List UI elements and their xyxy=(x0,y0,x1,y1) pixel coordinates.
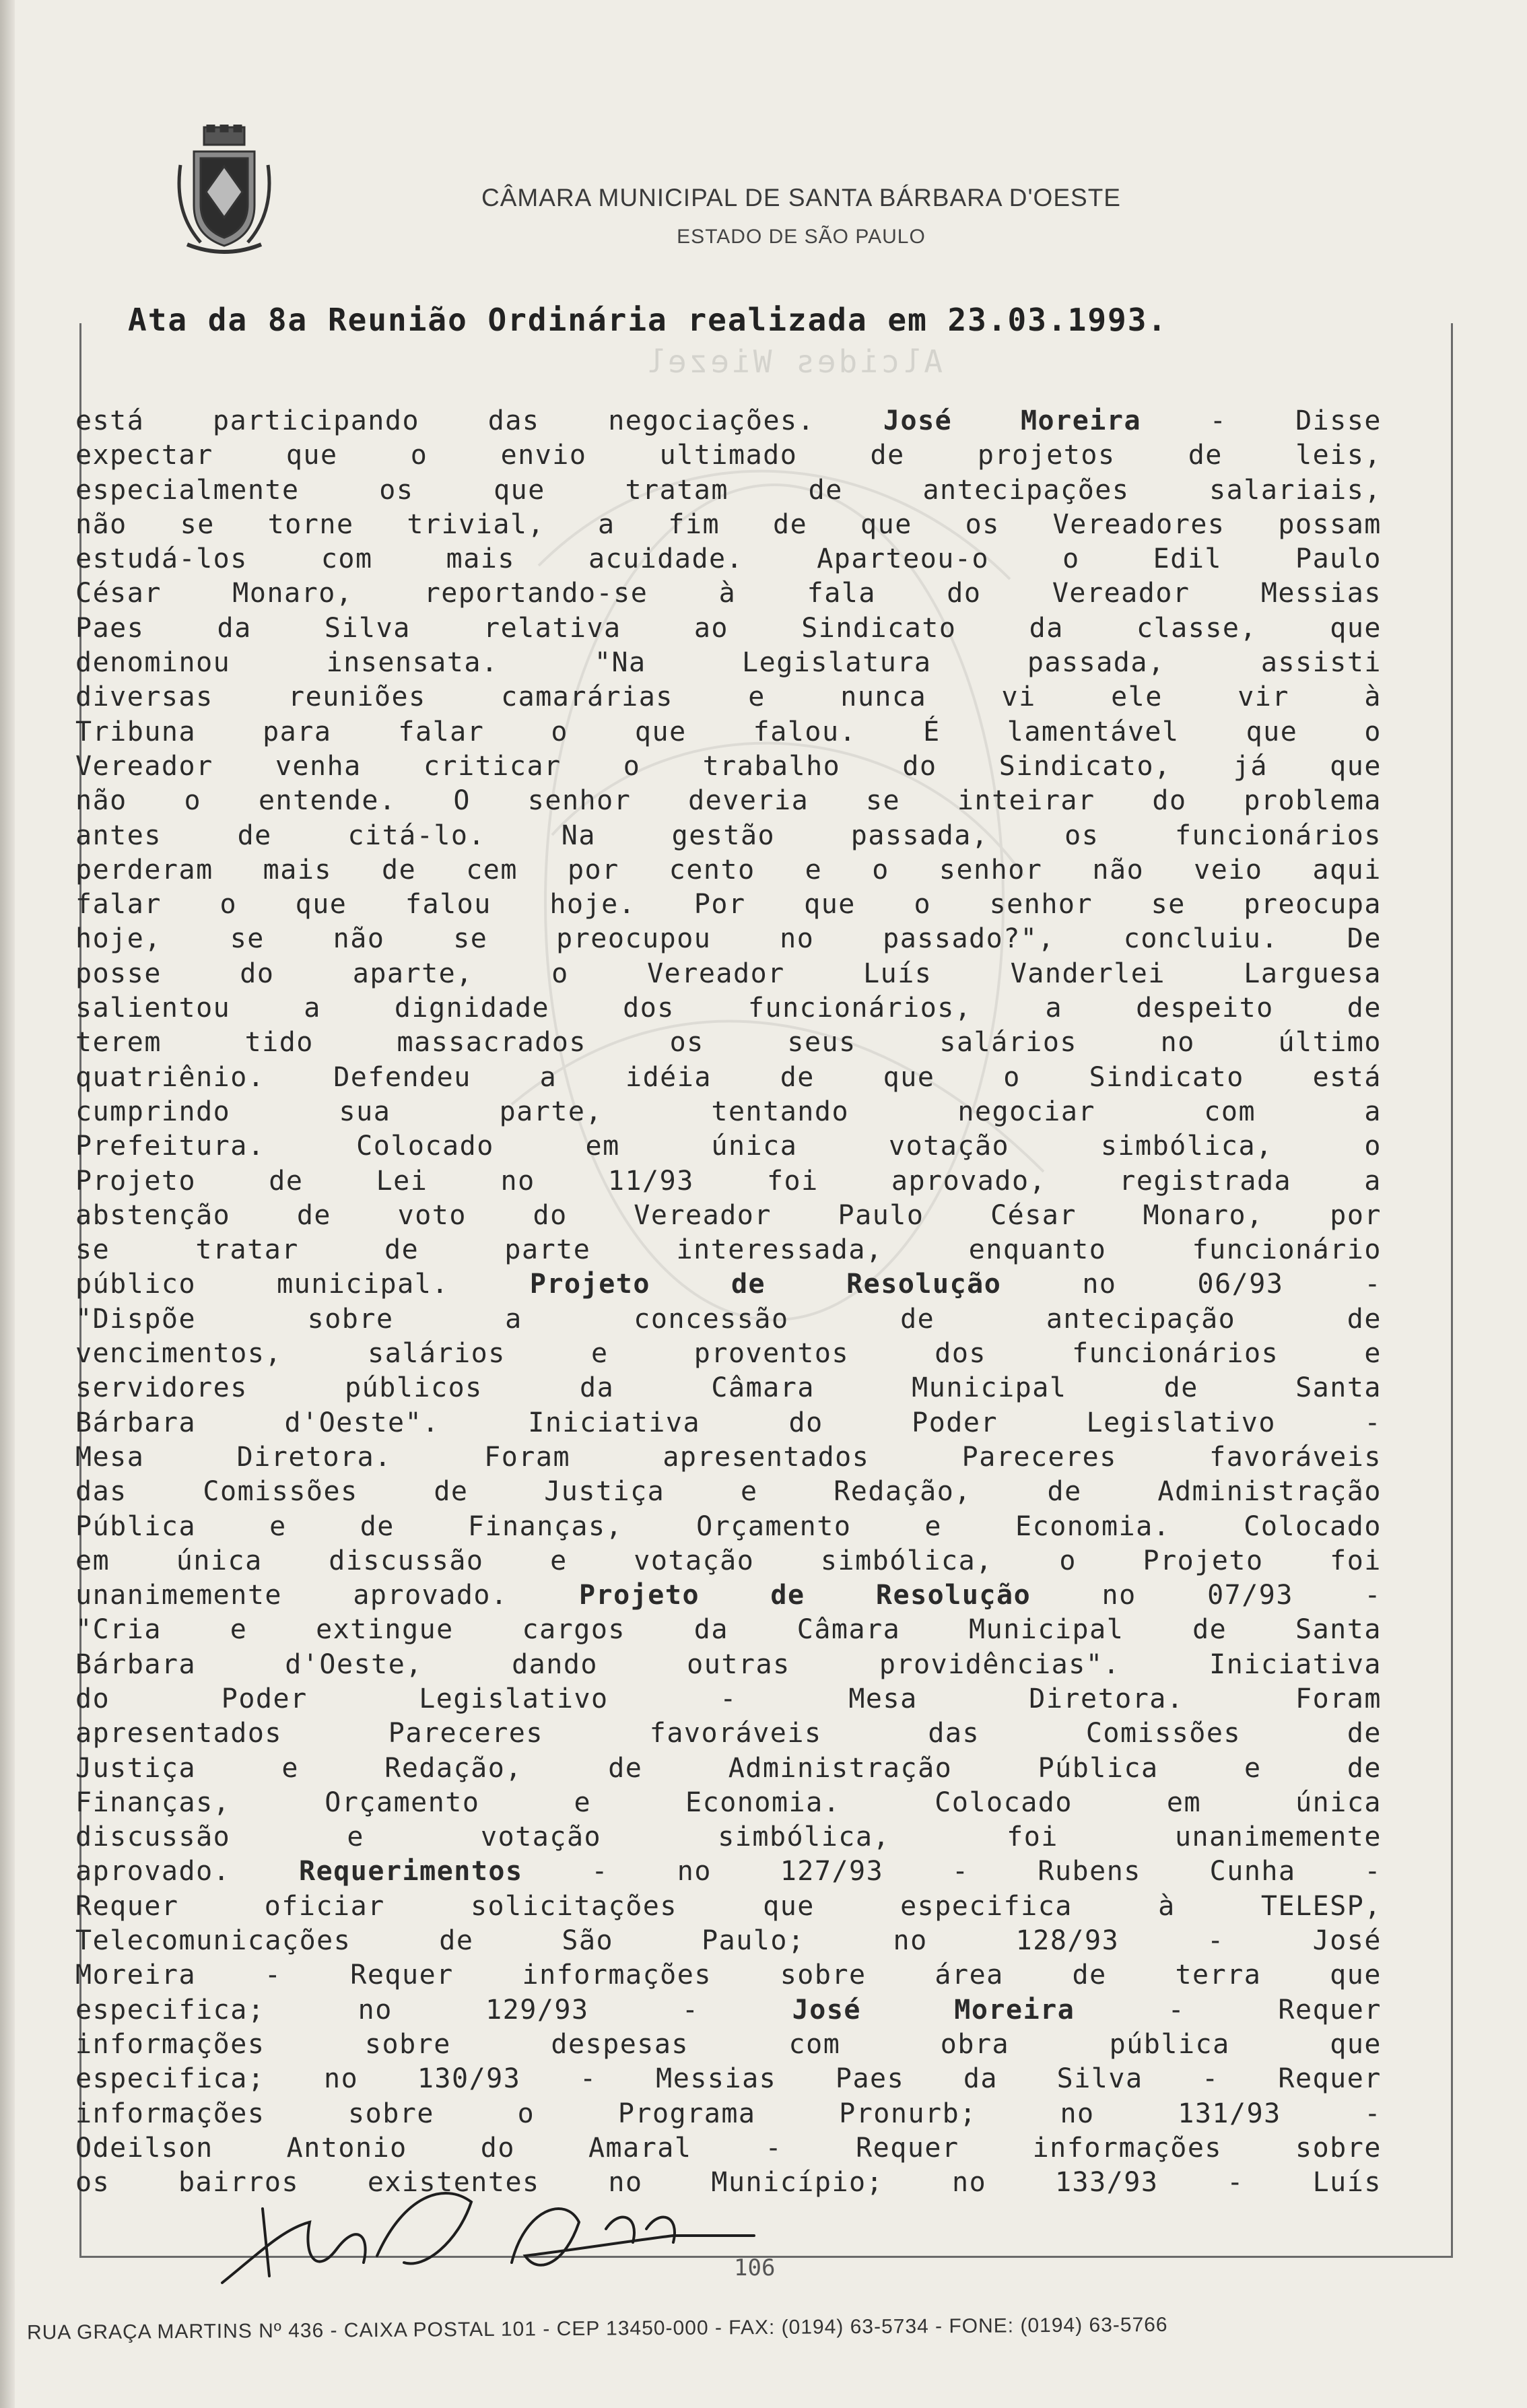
text-line: Vereador venha criticar o trabalho do Sindicato, já que xyxy=(75,750,1382,782)
text-line: "Dispõe sobre a concessão de antecipação de xyxy=(75,1303,1382,1335)
text-line: aprovado. Requerimentos - no 127/93 - Rubens Cunha - xyxy=(75,1856,1382,1887)
text-line: em única discussão e votação simbólica, o Projeto foi xyxy=(75,1545,1382,1576)
text-line: posse do aparte, o Vereador Luís Vanderlei Larguesa xyxy=(75,958,1382,989)
text-line: cumprindo sua parte, tentando negociar com a xyxy=(75,1096,1382,1127)
text-line: os bairros existentes no Município; no 133/93 - Luís xyxy=(75,2167,1382,2199)
institution-name: CÂMARA MUNICIPAL DE SANTA BÁRBARA D'OESTE xyxy=(481,184,1121,211)
text-line: antes de citá-lo. Na gestão passada, os funcionários xyxy=(75,820,1382,851)
text-line: está participando das negociações. José Moreira - Disse xyxy=(75,405,1382,436)
text-line: "Cria e extingue cargos da Câmara Municipal de Santa xyxy=(75,1614,1382,1646)
text-line: unanimemente aprovado. Projeto de Resolução no 07/93 - xyxy=(75,1580,1382,1611)
document-title-text: Ata da 8a Reunião Ordinária realizada em 23.03.1993. xyxy=(128,302,1168,338)
text-line: Tribuna para falar o que falou. É lamentável que o xyxy=(75,716,1382,747)
text-line: Bárbara d'Oeste, dando outras providências". Iniciativa xyxy=(75,1648,1382,1680)
letterhead xyxy=(162,125,1441,286)
text-line: não o entende. O senhor deveria se inteirar do problema xyxy=(75,785,1382,817)
text-line: terem tido massacrados os seus salários no último xyxy=(75,1027,1382,1059)
text-line: quatriênio. Defendeu a idéia de que o Sindicato está xyxy=(75,1061,1382,1093)
text-line: público municipal. Projeto de Resolução no 06/93 - xyxy=(75,1269,1382,1300)
text-line: Telecomunicações de São Paulo; no 128/93 - José xyxy=(75,1925,1382,1957)
text-line: Moreira - Requer informações sobre área de terra que xyxy=(75,1960,1382,1991)
text-line: Paes da Silva relativa ao Sindicato da classe, que xyxy=(75,612,1382,644)
text-line: apresentados Pareceres favoráveis das Comissões de xyxy=(75,1718,1382,1749)
text-line: diversas reuniões camarárias e nunca vi ele vir à xyxy=(75,681,1382,713)
text-line: se tratar de parte interessada, enquanto funcionário xyxy=(75,1234,1382,1266)
text-line: perderam mais de cem por cento e o senhor não veio aqui xyxy=(75,854,1382,885)
institution-state: ESTADO DE SÃO PAULO xyxy=(677,226,926,248)
text-line: Odeilson Antonio do Amaral - Requer informações sobre xyxy=(75,2132,1382,2164)
text-line: Bárbara d'Oeste". Iniciativa do Poder Legislativo - xyxy=(75,1407,1382,1438)
municipal-crest-icon xyxy=(174,125,275,259)
text-line: falar o que falou hoje. Por que o senhor se preocupa xyxy=(75,889,1382,921)
page-edge-shadow xyxy=(0,0,15,2408)
text-line: hoje, se não se preocupou no passado?", concluiu. De xyxy=(75,923,1382,955)
text-line: Mesa Diretora. Foram apresentados Pareceres favoráveis xyxy=(75,1441,1382,1473)
text-line: discussão e votação simbólica, foi unanimemente xyxy=(75,1821,1382,1853)
text-line: Requer oficiar solicitações que especifica à TELESP, xyxy=(75,1890,1382,1922)
text-line: informações sobre o Programa Pronurb; no 131/93 - xyxy=(75,2098,1382,2129)
text-line: Finanças, Orçamento e Economia. Colocado em única xyxy=(75,1786,1382,1818)
page-number: 106 xyxy=(734,2254,776,2281)
text-line: especifica; no 129/93 - José Moreira - Requer xyxy=(75,1994,1382,2026)
text-line: servidores públicos da Câmara Municipal de Santa xyxy=(75,1372,1382,1404)
text-line: do Poder Legislativo - Mesa Diretora. Foram xyxy=(75,1683,1382,1714)
text-line: informações sobre despesas com obra pública que xyxy=(75,2028,1382,2060)
document-title xyxy=(128,302,1394,338)
text-line: vencimentos, salários e proventos dos funcionários e xyxy=(75,1338,1382,1370)
text-line: Prefeitura. Colocado em única votação simbólica, o xyxy=(75,1131,1382,1162)
text-line: César Monaro, reportando-se à fala do Vereador Messias xyxy=(75,578,1382,609)
text-line: expectar que o envio ultimado de projetos de leis, xyxy=(75,440,1382,471)
text-line: não se torne trivial, a fim de que os Vereadores possam xyxy=(75,508,1382,540)
text-line: especifica; no 130/93 - Messias Paes da Silva - Requer xyxy=(75,2063,1382,2095)
text-line: Pública e de Finanças, Orçamento e Economia. Colocado xyxy=(75,1510,1382,1542)
text-line: especialmente os que tratam de antecipações salariais, xyxy=(75,474,1382,506)
text-line: abstenção de voto do Vereador Paulo César Monaro, por xyxy=(75,1199,1382,1231)
footer-address: RUA GRAÇA MARTINS Nº 436 - CAIXA POSTAL 101 - CEP 13450-000 - FAX: (0194) 63-5734 - FONE: (0194) 63-5766 xyxy=(26,2313,1168,2344)
minutes-body xyxy=(75,404,1382,2200)
text-line: salientou a dignidade dos funcionários, a despeito de xyxy=(75,993,1382,1024)
text-line: denominou insensata. "Na Legislatura passada, assisti xyxy=(75,647,1382,679)
faint-reverse-text: Alcides Wiezel xyxy=(644,343,943,380)
text-line: das Comissões de Justiça e Redação, de Administração xyxy=(75,1476,1382,1508)
text-line: Projeto de Lei no 11/93 foi aprovado, registrada a xyxy=(75,1165,1382,1197)
handwritten-signature-icon xyxy=(202,2182,808,2289)
text-line: estudá-los com mais acuidade. Aparteou-o o Edil Paulo xyxy=(75,543,1382,575)
text-line: Justiça e Redação, de Administração Pública e de xyxy=(75,1752,1382,1784)
